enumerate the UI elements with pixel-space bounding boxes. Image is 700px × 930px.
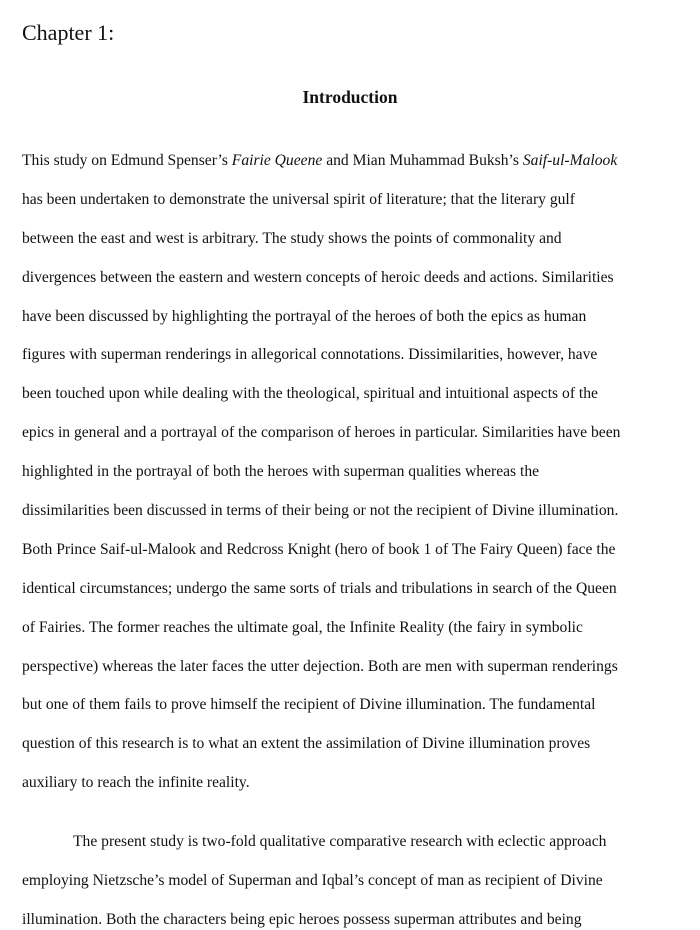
- paragraph-1-line-3: between the east and west is arbitrary. The study shows the points of commonality and: [22, 230, 562, 247]
- work-title-fairie-queene: Fairie Queene: [231, 152, 323, 169]
- paragraph-1-line-5: have been discussed by highlighting the portrayal of the heroes of both the epics as human: [22, 308, 587, 325]
- text-run: and Mian Muhammad Buksh’s: [322, 152, 523, 169]
- paragraph-1-line-17: auxiliary to reach the infinite reality.: [22, 774, 250, 791]
- paragraph-1-line-16: question of this research is to what an extent the assimilation of Divine illumination proves: [22, 735, 591, 752]
- paragraph-1-line-10: dissimilarities been discussed in terms of their being or not the recipient of Divine illumination.: [22, 502, 619, 519]
- paragraph-1-line-12: identical circumstances; undergo the same sorts of trials and tribulations in search of the Queen: [22, 580, 617, 597]
- paragraph-2-line-3: illumination. Both the characters being epic heroes possess superman attributes and being: [22, 911, 582, 928]
- paragraph-1-line-11: Both Prince Saif-ul-Malook and Redcross Knight (hero of book 1 of The Fairy Queen) face the: [22, 541, 616, 558]
- paragraph-2-line-1: The present study is two-fold qualitative comparative research with eclectic approach: [73, 833, 607, 850]
- paragraph-1-line-7: been touched upon while dealing with the theological, spiritual and intuitional aspects of the: [22, 385, 598, 402]
- paragraph-1-line-8: epics in general and a portrayal of the comparison of heroes in particular. Similarities have been: [22, 424, 621, 441]
- paragraph-1-line-13: of Fairies. The former reaches the ultimate goal, the Infinite Reality (the fairy in symbolic: [22, 619, 583, 636]
- text-run: This study on Edmund Spenser’s: [22, 152, 232, 169]
- work-title-saif-ul-malook: Saif-ul-Malook: [522, 152, 618, 169]
- paragraph-1-line-15: but one of them fails to prove himself the recipient of Divine illumination. The fundamental: [22, 696, 596, 713]
- paragraph-1-line-9: highlighted in the portrayal of both the heroes with superman qualities whereas the: [22, 463, 540, 480]
- chapter-heading: Chapter 1:: [22, 20, 115, 45]
- paragraph-1-line-6: figures with superman renderings in allegorical connotations. Dissimilarities, however, have: [22, 346, 598, 363]
- paragraph-2-line-2: employing Nietzsche’s model of Superman and Iqbal’s concept of man as recipient of Divine: [22, 872, 603, 889]
- paragraph-1-line-2: has been undertaken to demonstrate the universal spirit of literature; that the literary gulf: [22, 191, 575, 208]
- paragraph-1-line-14: perspective) whereas the later faces the utter dejection. Both are men with superman renderings: [22, 658, 618, 675]
- paragraph-1-line-1: [22, 151, 617, 171]
- paragraph-1-line-4: divergences between the eastern and western concepts of heroic deeds and actions. Similarities: [22, 269, 614, 286]
- section-title: Introduction: [302, 87, 398, 107]
